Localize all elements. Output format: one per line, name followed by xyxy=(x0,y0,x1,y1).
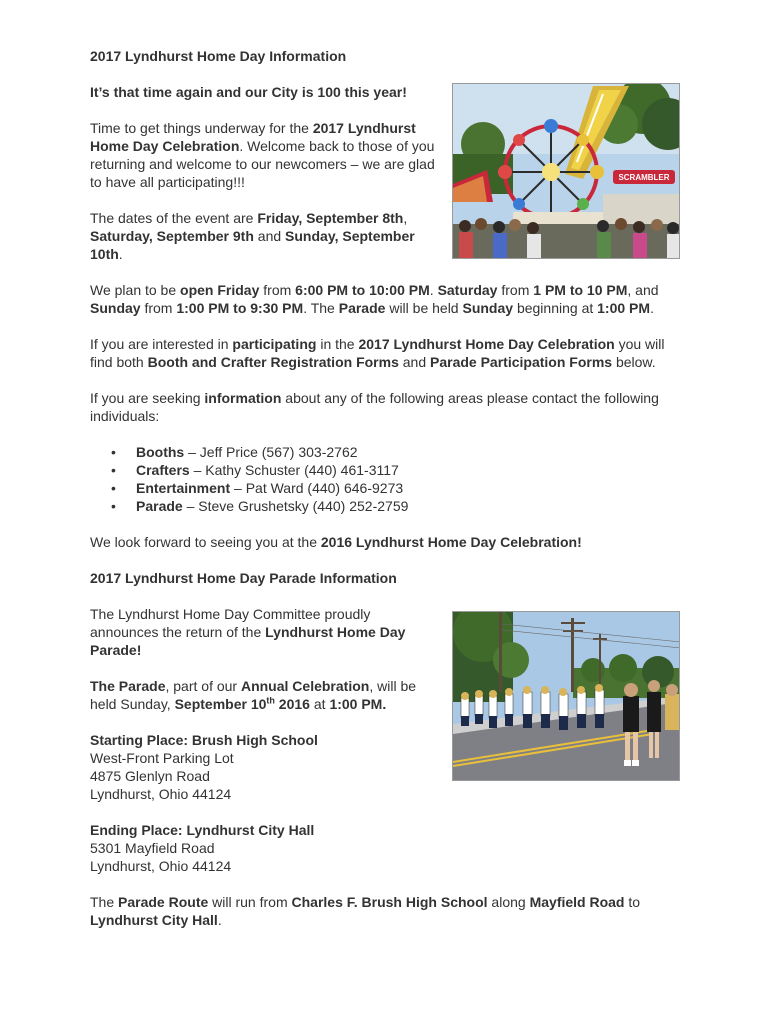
list-item: • Booths – Jeff Price (567) 303-2762 xyxy=(111,444,358,460)
starting-place-label: Starting Place: Brush High School xyxy=(90,732,318,748)
bullet-icon: • xyxy=(111,462,116,478)
seeking-paragraph: If you are seeking information about any of the following areas please contact the following individuals: xyxy=(90,390,659,424)
when-paragraph: The Parade, part of our Annual Celebration, will be held Sunday, September 10th 2016 at 1:00 PM. xyxy=(90,678,417,712)
ending-place: Ending Place: Lyndhurst City Hall 5301 Mayfield Road Lyndhurst, Ohio 44124 xyxy=(90,822,315,874)
dates-paragraph: The dates of the event are Friday, September 8th, Saturday, September 9th and Sunday, September 10th. xyxy=(90,210,415,262)
carnival-ride-illustration xyxy=(453,84,680,259)
parade-illustration xyxy=(453,612,680,781)
document-page xyxy=(90,47,680,947)
list-item: • Crafters – Kathy Schuster (440) 461-3117 xyxy=(111,462,399,478)
ending-place-label: Ending Place: Lyndhurst City Hall xyxy=(90,822,315,838)
look-forward-paragraph: We look forward to seeing you at the 2016 Lyndhurst Home Day Celebration! xyxy=(90,534,582,550)
announce-paragraph: The Lyndhurst Home Day Committee proudly announces the return of the Lyndhurst Home Day Parade! xyxy=(90,606,406,658)
info-title: 2017 Lyndhurst Home Day Information xyxy=(90,48,347,64)
list-item: • Entertainment – Pat Ward (440) 646-9273 xyxy=(111,480,404,496)
starting-place: Starting Place: Brush High School West-Front Parking Lot 4875 Glenlyn Road Lyndhurst, Ohio 44124 xyxy=(90,732,318,802)
bullet-icon: • xyxy=(111,480,116,496)
parade-band-photo xyxy=(452,611,680,781)
intro-paragraph: Time to get things underway for the 2017 Lyndhurst Home Day Celebration. Welcome back to those of you returning and welcome to our newcomers – we are glad to have all participating!!! xyxy=(90,120,435,190)
parade-title: 2017 Lyndhurst Home Day Parade Information xyxy=(90,570,397,586)
hours-paragraph: We plan to be open Friday from 6:00 PM to 10:00 PM. Saturday from 1 PM to 10 PM, and Sunday from 1:00 PM to 9:30 PM. The Parade will be held Sunday beginning at 1:00 PM. xyxy=(90,282,659,316)
contacts-list xyxy=(90,443,680,515)
info-subtitle: It’s that time again and our City is 100 this year! xyxy=(90,84,407,100)
list-item: • Parade – Steve Grushetsky (440) 252-2759 xyxy=(111,498,409,514)
carnival-ride-photo xyxy=(452,83,680,259)
bullet-icon: • xyxy=(111,498,116,514)
route-paragraph: The Parade Route will run from Charles F. Brush High School along Mayfield Road to Lyndhurst City Hall. xyxy=(90,894,641,928)
participation-paragraph: If you are interested in participating in the 2017 Lyndhurst Home Day Celebration you will find both Booth and Crafter Registration Forms and Parade Participation Forms below. xyxy=(90,336,665,370)
ride-sign: SCRAMBLER xyxy=(618,173,670,182)
bullet-icon: • xyxy=(111,444,116,460)
